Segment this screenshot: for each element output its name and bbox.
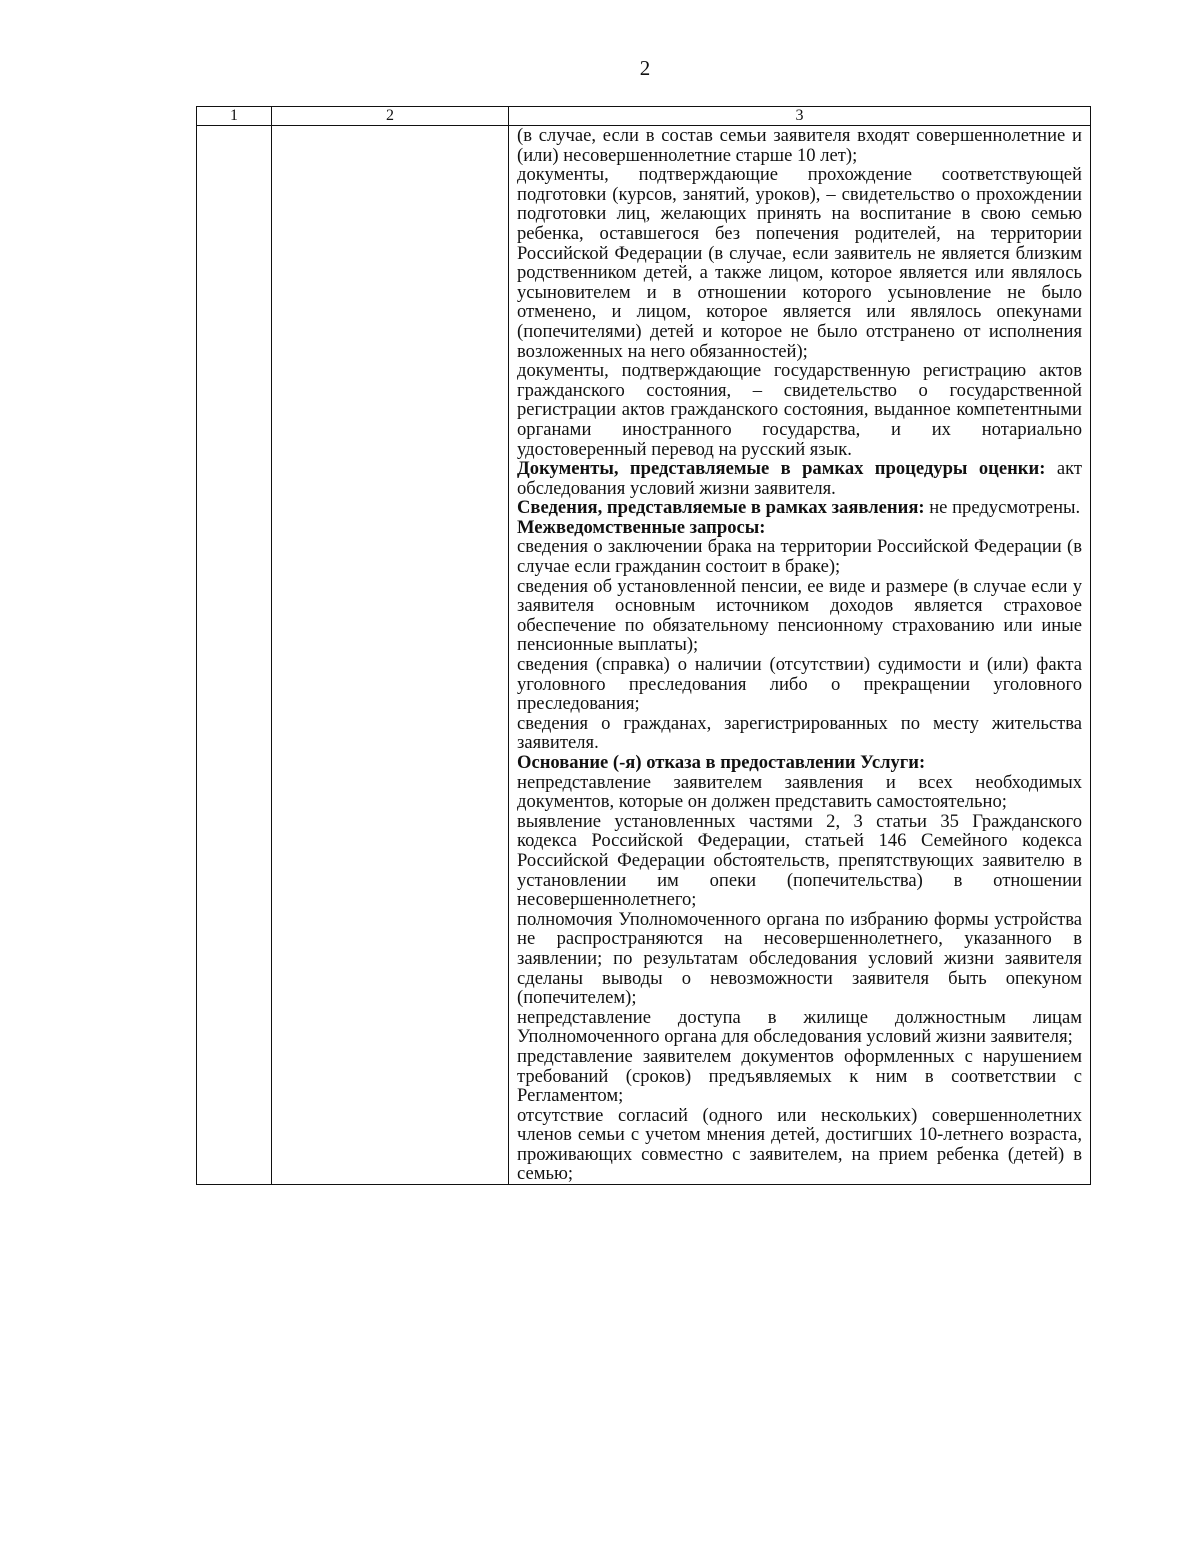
application-info-heading: Сведения, представляемые в рамках заявления: <box>517 497 925 519</box>
column-header-2: 2 <box>272 107 509 126</box>
application-info-text: не предусмотрены. <box>924 497 1081 519</box>
paragraph-family-members: (в случае, если в состав семьи заявителя входят совершеннолетние и (или) несовершеннолетние старше 10 лет); <box>517 125 1082 166</box>
table-header-row <box>197 107 1091 126</box>
assessment-documents-text: акт обследования условий жизни заявителя. <box>517 458 1082 499</box>
paragraph-application-info <box>517 498 1082 518</box>
cell-column-2 <box>272 126 509 1185</box>
paragraph-refusal-no-consent: отсутствие согласий (одного или нескольких) совершеннолетних членов семьи с учетом мнения детей, достигших 10-летнего возраста, проживающих совместно с заявителем, на прием ребенка (детей) в семью; <box>517 1104 1082 1185</box>
cell-column-1 <box>197 126 272 1185</box>
paragraph-refusal-no-access: непредставление доступа в жилище должностным лицам Уполномоченного органа для обследования условий жизни заявителя; <box>517 1006 1082 1048</box>
cell-column-3 <box>509 126 1091 1185</box>
paragraph-criminal-record-info: сведения (справка) о наличии (отсутствии) судимости и (или) факта уголовного преследования либо о прекращении уголовного преследования; <box>517 654 1082 715</box>
paragraph-refusal-circumstances: выявление установленных частями 2, 3 статьи 35 Гражданского кодекса Российской Федерации, статьей 146 Семейного кодекса Российской Федерации обстоятельств, препятствующих заявителю в установлении им опеки (попечительства) в отношении несовершеннолетнего; <box>517 810 1082 911</box>
document-table <box>196 106 1091 1185</box>
refusal-grounds-heading: Основание (-я) отказа в предоставлении Услуги: <box>517 752 926 773</box>
assessment-documents-heading: Документы, представляемые в рамках процедуры оценки: <box>517 458 1046 480</box>
paragraph-assessment-documents <box>517 459 1082 498</box>
paragraph-marriage-info: сведения о заключении брака на территории Российской Федерации (в случае если гражданин состоит в браке); <box>517 536 1082 578</box>
paragraph-civil-registration-documents: документы, подтверждающие государственную регистрацию актов гражданского состояния, – свидетельство о государственной регистрации актов гражданского состояния, выданное компетентными органами иностранного государства, и их нотариально удостоверенный перевод на русский язык. <box>517 360 1082 460</box>
column-header-3: 3 <box>509 107 1091 126</box>
paragraph-refusal-violations: представление заявителем документов оформленных с нарушением требований (сроков) предъявляемых к ним в соответствии с Регламентом; <box>517 1045 1082 1107</box>
paragraph-training-documents: документы, подтверждающие прохождение соответствующей подготовки (курсов, занятий, уроков), – свидетельство о прохождении подготовки лиц, желающих принять на воспитание в свою семью ребенка, оставшегося без попечения родителей, на территории Российской Федерации (в случае, если заявитель не является близким родственником детей, а также лицом, которое является или являлось усыновителем и в отношении которого усыновление не было отменено, и лицом, которое является или являлось опекунами (попечителями) детей и которое не было отстранено от исполнения возложенных на него обязанностей); <box>517 164 1082 362</box>
paragraph-pension-info: сведения об установленной пенсии, ее виде и размере (в случае если у заявителя основным источником доходов является страховое обеспечение по обязательному пенсионному страхованию или иные пенсионные выплаты); <box>517 575 1082 656</box>
paragraph-refusal-authority: полномочия Уполномоченного органа по избранию формы устройства не распространяются на несовершеннолетнего, указанного в заявлении; по результатам обследования условий жизни заявителя сделаны выводы о невозможности заявителя быть опекуном (попечителем); <box>517 908 1082 1009</box>
page-number: 2 <box>639 56 651 80</box>
table-row <box>197 126 1091 1185</box>
paragraph-registered-residents-info: сведения о гражданах, зарегистрированных по месту жительства заявителя. <box>517 712 1082 754</box>
paragraph-refusal-no-documents: непредставление заявителем заявления и всех необходимых документов, которые он должен представить самостоятельно; <box>517 771 1082 813</box>
column-header-1: 1 <box>197 107 272 126</box>
interagency-requests-heading: Межведомственные запросы: <box>517 516 766 538</box>
